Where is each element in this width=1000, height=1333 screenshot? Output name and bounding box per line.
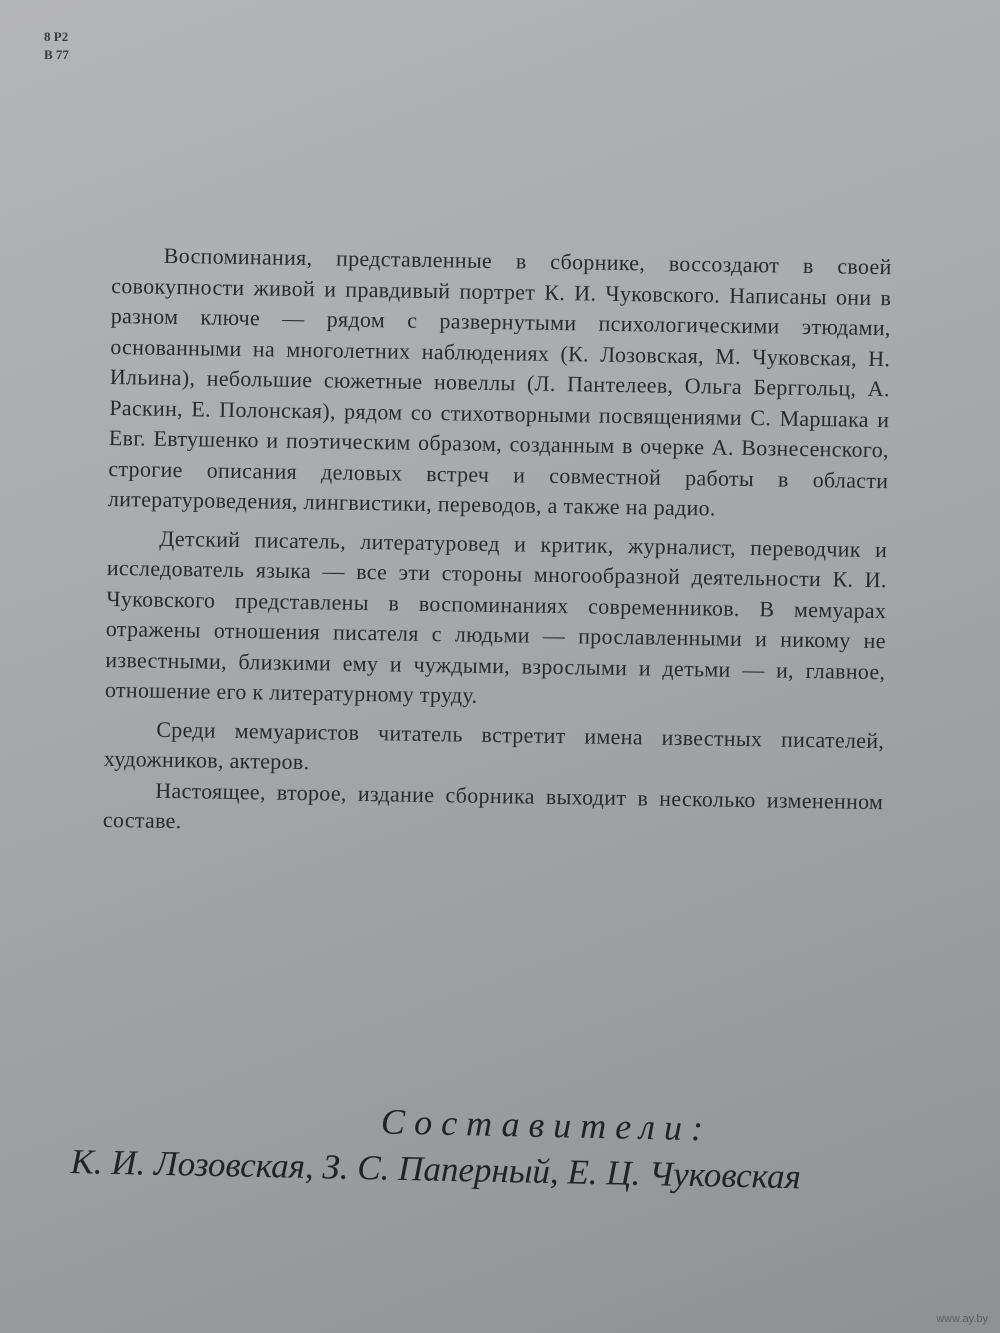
compilers-heading: Составители: bbox=[380, 1101, 713, 1149]
classification-line-1: 8 Р2 bbox=[44, 29, 69, 44]
paragraph-4: Настоящее, второе, издание сборника выходит в несколько измененном составе. bbox=[102, 777, 884, 834]
library-classification-code bbox=[44, 28, 69, 64]
compilers-names: К. И. Лозовская, З. С. Паперный, Е. Ц. Чуковская bbox=[70, 1141, 802, 1197]
paragraph-1: Воспоминания, представленные в сборнике, воссоздают в своей совокупности живой и правдивый портрет К. И. Чуковского. Написаны они в разном ключе — рядом с развернутыми психологическими этюдами, основанными на многолетних наблюдениях (К. Лозовская, М. Чуковская, Н. Ильина), небольшие сюжетные новеллы (Л. Пантелеев, Ольга Берггольц, А. Раскин, Е. Полонская), рядом со стихотворными посвящениями С. Маршака и Евг. Евтушенко и поэтическим образом, созданным в очерке А. Вознесенского, строгие описания деловых встреч и совместной работы в области литературоведения, лингвистики, переводов, а также на радио. bbox=[107, 242, 892, 521]
classification-line-2: В 77 bbox=[44, 47, 69, 62]
compilers-block bbox=[70, 1094, 902, 1201]
paragraph-3: Среди мемуаристов читатель встретит имена известных писателей, художников, актеров. bbox=[103, 716, 885, 775]
watermark: www.ay.by bbox=[936, 1313, 988, 1325]
paragraph-2: Детский писатель, литературовед и критик, журналист, переводчик и исследователь языка — все эти стороны многообразной деятельности К. И. Чуковского представлены в воспоминаниях современников. В мемуарах отражены отношения писателя с людьми — прославленными и никому не известными, близкими ему и чуждыми, взрослыми и детьми — и, главное, отношение его к литературному труду. bbox=[104, 525, 888, 708]
annotation-text bbox=[103, 240, 892, 848]
